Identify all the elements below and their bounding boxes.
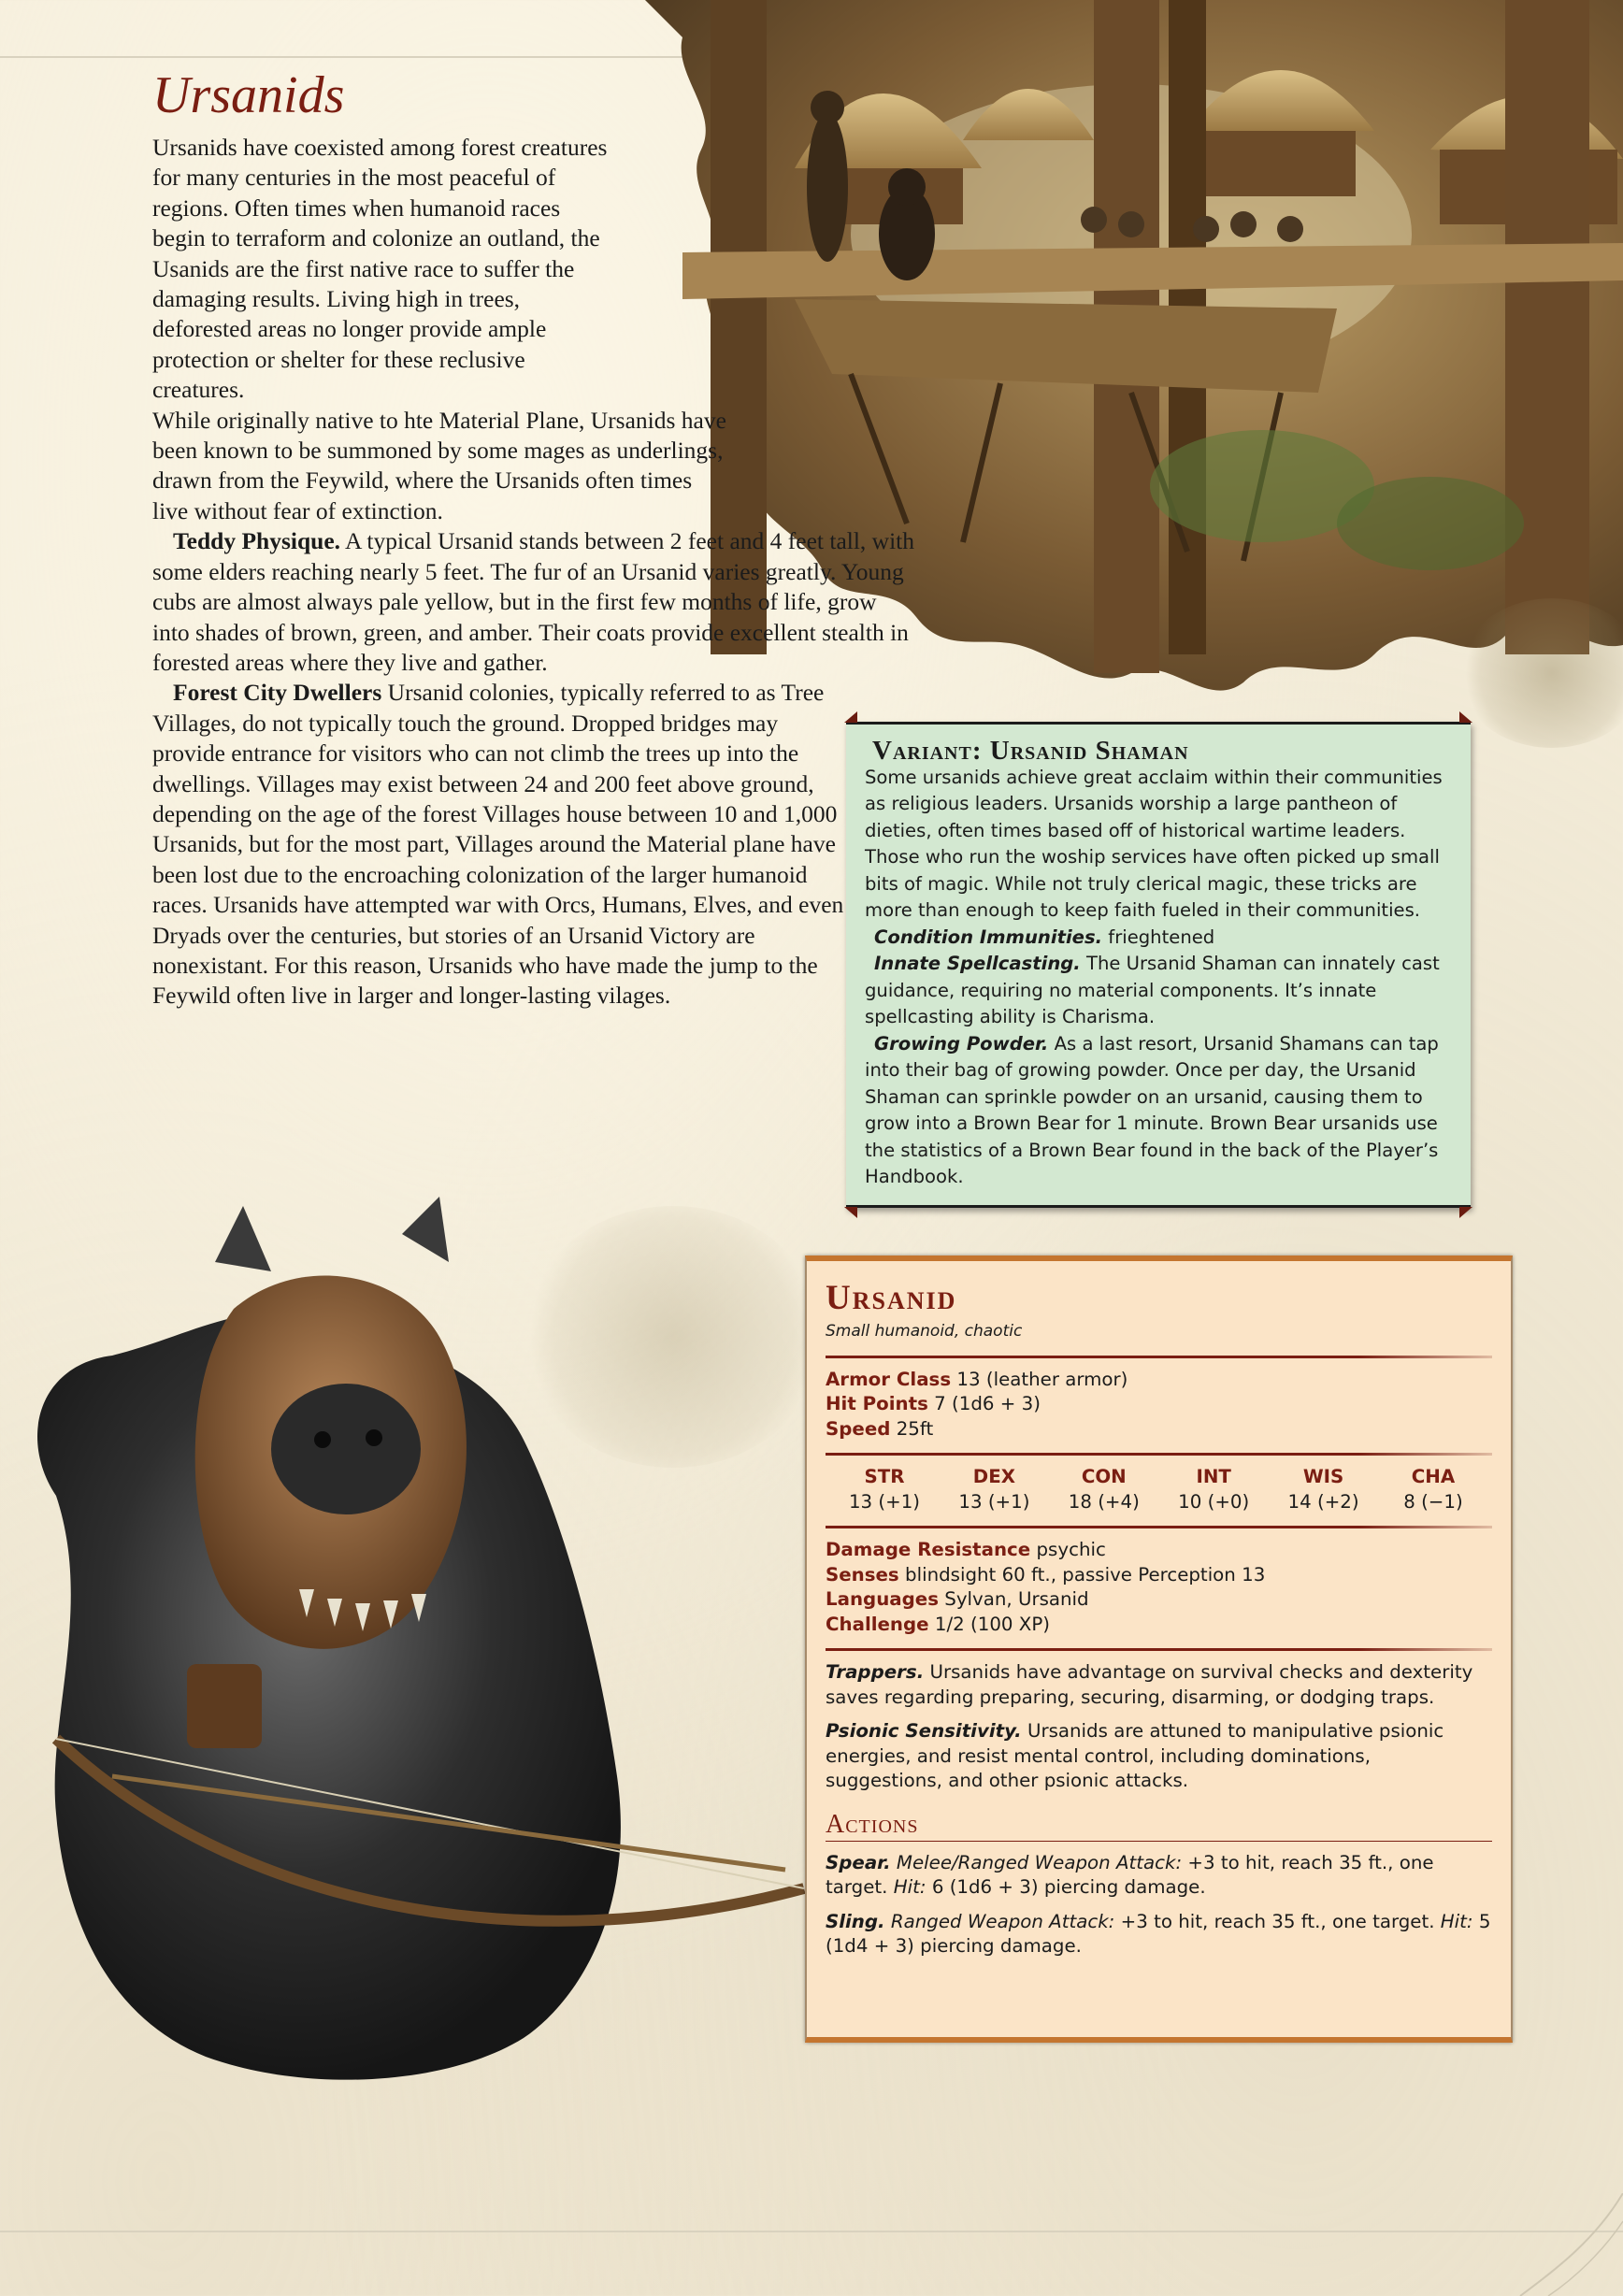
ability-str <box>833 1465 936 1514</box>
trait-trappers <box>826 1660 1492 1710</box>
divider <box>826 1648 1492 1651</box>
action-text: +3 to hit, reach 35 ft., one target. <box>826 1851 1434 1898</box>
ability-label: STR <box>864 1466 905 1487</box>
trait-name: Psionic Sensitivity. <box>826 1720 1022 1742</box>
action-hit-label: Hit: <box>893 1876 926 1898</box>
ability-value: 13 (+1) <box>848 1490 921 1513</box>
ability-label: DEX <box>972 1466 1015 1487</box>
speed <box>826 1417 1492 1442</box>
stat-block-name: Ursanid <box>826 1279 957 1317</box>
variant-sidebar <box>846 722 1471 1208</box>
armor-class <box>826 1368 1492 1393</box>
divider <box>826 1526 1492 1528</box>
corner-ornament-icon <box>1459 711 1472 723</box>
speed-label: Speed <box>826 1417 891 1440</box>
action-name: Spear. <box>826 1851 891 1873</box>
main-body-text <box>152 133 915 1012</box>
divider <box>826 1453 1492 1456</box>
innate-spellcasting-label: Innate Spellcasting. <box>874 953 1081 974</box>
action-name: Sling. <box>826 1910 885 1932</box>
growing-powder <box>865 1031 1471 1191</box>
ability-label: CON <box>1081 1466 1127 1487</box>
condition-immunities-value: frieghtened <box>1102 926 1215 948</box>
ability-value: 18 (+4) <box>1068 1490 1140 1513</box>
page-title: Ursanids <box>152 66 345 124</box>
corner-ornament-icon <box>844 711 857 723</box>
innate-spellcasting-text: The Ursanid Shaman can innately cast guidance, requiring no material components. It’s innate spellcasting ability is Charisma. <box>865 953 1440 1027</box>
challenge <box>826 1613 1492 1638</box>
forest-city-heading: Forest City Dwellers <box>173 679 382 707</box>
armor-class-value: 13 (leather armor) <box>956 1368 1128 1390</box>
action-spear <box>826 1851 1492 1901</box>
variant-title: Variant: Ursanid Shaman <box>872 736 1189 766</box>
innate-spellcasting <box>865 951 1471 1031</box>
ability-label: CHA <box>1411 1466 1456 1487</box>
challenge-value: 1/2 (100 XP) <box>934 1613 1050 1635</box>
ability-value: 14 (+2) <box>1287 1490 1359 1513</box>
forest-city-paragraph <box>152 678 854 1011</box>
languages-value: Sylvan, Ursanid <box>944 1588 1089 1610</box>
ursanid-stat-block <box>805 1256 1513 2043</box>
trait-text: Ursanids have advantage on survival checks and dexterity saves regarding preparing, securing, disarming, or dodging traps. <box>826 1661 1473 1708</box>
action-damage: 5 (1d4 + 3) piercing damage. <box>826 1910 1491 1957</box>
corner-ornament-icon <box>1459 1207 1472 1218</box>
senses-label: Senses <box>826 1563 899 1586</box>
condition-immunities <box>865 925 1471 952</box>
hit-points-value: 7 (1d6 + 3) <box>934 1393 1041 1414</box>
damage-resistance-value: psychic <box>1036 1539 1106 1560</box>
page-curl-icon <box>1511 2193 1623 2296</box>
ability-con <box>1053 1465 1156 1514</box>
damage-resistance <box>826 1538 1492 1563</box>
ursanid-archer-illustration <box>0 1197 823 2094</box>
intro-paragraph-2: While originally native to hte Material Plane, Ursanids have been known to be summoned by some mages as underlings, drawn from the Feywild, where the Ursanids often times live without fear of extinction. <box>152 406 726 524</box>
ability-dex <box>942 1465 1045 1514</box>
stat-block-subtitle: Small humanoid, chaotic <box>826 1322 1023 1341</box>
hit-points <box>826 1392 1492 1417</box>
action-text: +3 to hit, reach 35 ft., one target. <box>1114 1910 1441 1932</box>
speed-value: 25ft <box>896 1417 934 1440</box>
action-sling <box>826 1910 1492 1959</box>
bottom-rule <box>0 2231 1623 2232</box>
action-damage: 6 (1d6 + 3) piercing damage. <box>926 1876 1206 1898</box>
variant-intro: Some ursanids achieve great acclaim within their communities as religious leaders. Ursanids worship a large pantheon of dieties, often times based off of historical wartime leaders. Those who run the woship services have often picked up small bits of magic. While not truly clerical magic, these tricks are more than enough to keep faith fueled in their communities. <box>865 766 1443 921</box>
ability-scores <box>826 1465 1492 1514</box>
actions-heading: Actions <box>826 1809 1492 1842</box>
senses-value: blindsight 60 ft., passive Perception 13 <box>905 1563 1266 1586</box>
senses <box>826 1563 1492 1588</box>
action-type: Melee/Ranged Weapon Attack: <box>890 1851 1183 1873</box>
teddy-physique-paragraph <box>152 526 919 678</box>
trait-psionic-sensitivity <box>826 1719 1492 1794</box>
action-hit-label: Hit: <box>1440 1910 1473 1932</box>
ability-value: 13 (+1) <box>958 1490 1030 1513</box>
ability-value: 10 (+0) <box>1178 1490 1250 1513</box>
watercolor-stain <box>1458 598 1623 748</box>
action-type: Ranged Weapon Attack: <box>884 1910 1115 1932</box>
growing-powder-text: As a last resort, Ursanid Shamans can tap into their bag of growing powder. Once per day, the Ursanid Shaman can sprinkle powder on an ursanid, causing them to grow into a Brown Bear for 1 minute. Brown Bear ursanids use the statistics of a Brown Bear found in the back of the Player’s Handbook. <box>865 1032 1439 1187</box>
hit-points-label: Hit Points <box>826 1393 928 1414</box>
ability-value: 8 (−1) <box>1403 1490 1463 1513</box>
teddy-physique-heading: Teddy Physique. <box>173 527 341 555</box>
condition-immunities-label: Condition Immunities. <box>874 926 1103 948</box>
languages-label: Languages <box>826 1588 939 1610</box>
growing-powder-label: Growing Powder. <box>874 1032 1049 1055</box>
forest-city-text: Ursanid colonies, typically referred to as Tree Villages, do not typically touch the ground. Dropped bridges may provide entrance for visitors who can not climb the trees up into the dwellings. Villages may exist between 24 and 200 feet above ground, depending on the age of the forest Villages house between 10 and 1,000 Ursanids, but for the most part, Villages around the Material plane have been lost due to the encroaching colonization of the larger humanoid races. Ursanids have attempted war with Orcs, Humans, Elves, and even Dryads over the centuries, but stories of an Ursanid Victory are nonexistant. For this reason, Ursanids who have made the jump to the Feywild often live in larger and longer-lasting vilages. <box>152 679 844 1010</box>
ability-label: WIS <box>1302 1466 1344 1487</box>
intro-paragraph-1: Ursanids have coexisted among forest creatures for many centuries in the most peaceful of regions. Often times when humanoid races begin to terraform and colonize an outland, the Usanids are the first native race to suffer the damaging results. Living high in trees, deforested areas no longer provide ample protection or shelter for these reclusive creatures. <box>152 134 608 404</box>
ability-cha <box>1382 1465 1485 1514</box>
languages <box>826 1587 1492 1613</box>
ability-int <box>1162 1465 1265 1514</box>
armor-class-label: Armor Class <box>826 1368 952 1390</box>
challenge-label: Challenge <box>826 1613 929 1635</box>
trait-name: Trappers. <box>826 1661 925 1683</box>
teddy-physique-text: A typical Ursanid stands between 2 feet and 4 feet tall, with some elders reaching nearly 5 feet. The fur of an Ursanid varies greatly. Young cubs are almost always pale yellow, but in the first few months of life, grow into shades of brown, green, and amber. Their coats provide excellent stealth in forested areas where they live and gather. <box>152 527 915 676</box>
ability-wis <box>1272 1465 1375 1514</box>
trait-text: Ursanids are attuned to manipulative psionic energies, and resist mental control, including dominations, suggestions, and other psionic attacks. <box>826 1720 1444 1791</box>
damage-resistance-label: Damage Resistance <box>826 1539 1031 1560</box>
ability-label: INT <box>1196 1466 1231 1487</box>
divider <box>826 1356 1492 1358</box>
corner-ornament-icon <box>844 1207 857 1218</box>
